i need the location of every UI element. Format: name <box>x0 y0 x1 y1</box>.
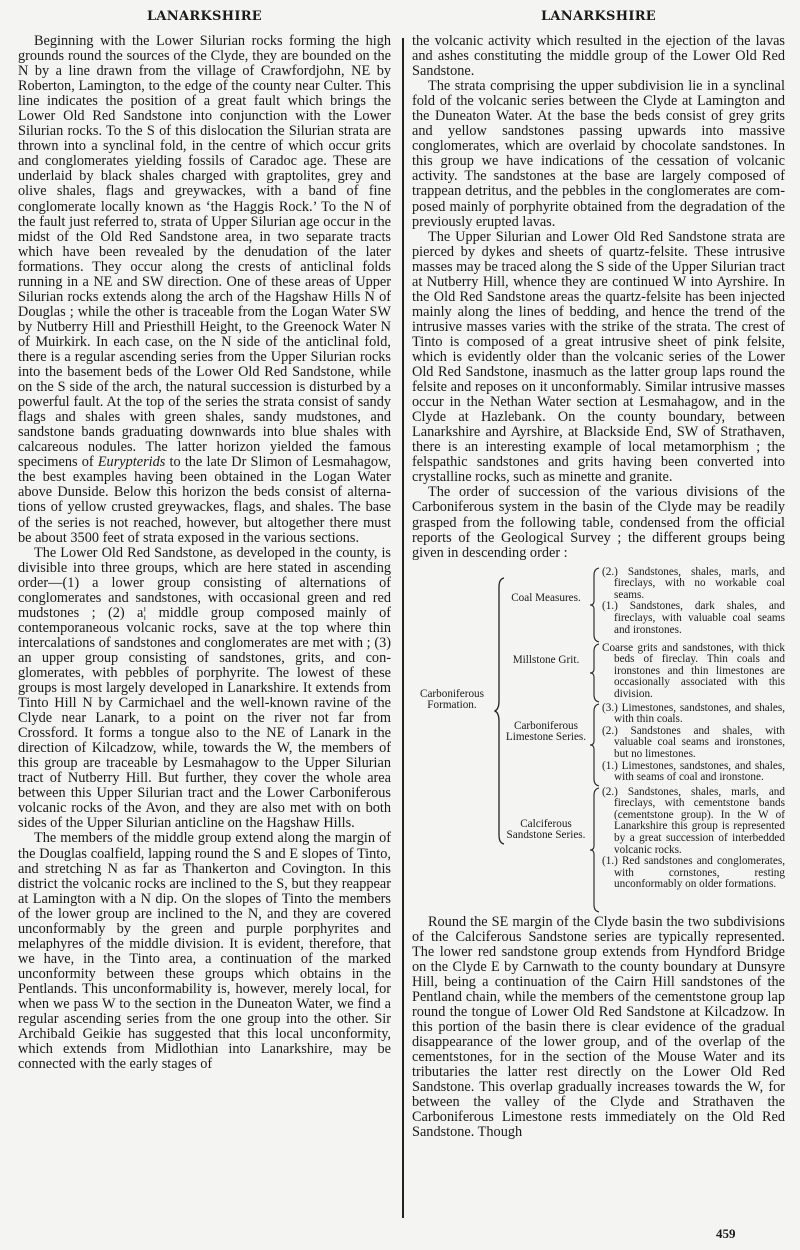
division-millstone-grit: Millstone Grit. <box>512 653 580 666</box>
paragraph: The order of succession of the various divisions of the Carboniferous system in the basin of the Clyde may be readily grasped from the following table, condensed from the official reports of the Geological Survey ; the different groups being given in descending order : <box>412 484 785 561</box>
table-item: (1.) Red sandstones and conglomerates, with cornstones, resting unconformably on older formations. <box>602 855 785 891</box>
paragraph: The Upper Silurian and Lower Old Red Sandstone strata are pierced by dykes and sheets of quartz-felsite. These intrusive masses may be traced along the S side of the Upper Silurian tract at Nutberry Hill, whence they are continued W into Ayrshire. In the Old Red Sandstone areas the quartz-felsite has been injected mainly along the lines of bedding, and hence the trend of the intrusive masses varies with the strike of the strata. The crest of Tinto is composed of a great intrusive sheet of pink felsite, which is evidently older than the volcanic series of the Lower Old Red Sandstone, inasmuch as the latter group laps round the felsite and reposes on it unconformably. Similar intrusive masses occur in the Nethan Water section at Lesmahagow, and in the Clyde at Hazlebank. On the county boundary, between Lanarkshire and Ayrshire, at Blackside End, SW of Strathaven, there is an interesting example of local metamorphism ; the felspathic sandstones and grits having been converted into crystalline rocks, such as minette and granite. <box>412 228 785 486</box>
table-item: (3.) Limestones, sandstones, and shales, with thin coals. <box>602 701 785 726</box>
paragraph: Round the SE margin of the Clyde basin the two subdivisions of the Calciferous Sandstone series are typically represented. The lower red sandstone group extends from Hyndford Bridge on the Clyde E by Carnwath to the county boundary at Dunsyre Hill, being a continuation of the Cairn Hill sandstones of the Pentland chain, while the members of the cementstone group lap round the tongue of Lower Old Red Sandstone at Kilcadzow. In this portion of the basin there is clear evidence of the gradual disappearance of the lower group, and of the overlap of the cementstones, for in the section of the Mouse Water and its tributaries the latter rest directly on the Lower Old Red Sandstone. This overlap gradually increases towards the W, for between the valley of the Clyde and Strathaven the Carboniferous Limestone rests immediately on the Old Red Sandstone. Though <box>412 913 785 1141</box>
column-divider <box>402 38 404 1218</box>
table-item: (1.) Sandstones, dark shales, and fireclays, with valuable coal seams and ironstones. <box>602 600 785 636</box>
brace-icon <box>588 787 600 913</box>
brace-icon <box>588 567 600 643</box>
table-item: Coarse grits and sandstones, with thick beds of fireclay. Thin coals and ironstones and thin limestones are occasionally associated with this division. <box>602 641 785 701</box>
paragraph-text: Beginning with the Lower Silurian rocks forming the high grounds round the sources of the Clyde, they are bounded on the N by a line drawn from the village of Crawfordjohn, NE by Roberton, Lamington, to the edge of the county near Culter. This line indicates the position of a great fault which brings the Lower Old Red Sandstone into conjunction with the Lower Silurian rocks. To the S of this dislocation the Silurian strata are thrown into a synclinal fold, in the centre of which occur grits and conglomerates yielding fossils of Caradoc age. These are underlaid by black shales charged with graptolites, grey and olive shales, flags and greywackes, with a band of fine conglomerate locally known as ‘the Haggis Rock.’ To the N of the fault just referred to, strata of Upper Silurian age occur in the midst of the Old Red Sandstone area, in two separate tracts which have been revealed by the denudation of the later formations. They occur along the crests of anticlinal folds running in a NE and SW direction. One of these areas of Upper Silurian rocks extends along the arch of the Hagshaw Hills N of Douglas ; while the other is traceable from the Logan Water SW by Nutberry Hill and Priesthill Height, to the Greenock Water N of Muirkirk. In each case, on the N side of the anticlinal fold, there is a regular ascending series from the Upper Silurian rocks into the basement beds of the Lower Old Red Sandstone, while on the S side of the arch, the natural succession is disturbed by a powerful fault. At the top of the series the strata consist of sandy flags and shales with green shales, sandy mudstones, and sandstone bands graduating downwards into blue shales with calcareous nodules. The latter horizon yielded the famous specimens of <box>18 33 391 471</box>
carboniferous-succession-table <box>412 563 785 891</box>
calciferous-sandstone-items <box>602 787 785 891</box>
paragraph <box>18 34 391 546</box>
table-item: (1.) Limestones, sandstones, and shales, with seams of coal and ironstone. <box>602 759 785 784</box>
millstone-grit-items <box>602 643 785 701</box>
paragraph: The Lower Old Red Sandstone, as developed in the county, is divisible into three groups, which are here stated in ascending order—(1) a lower group consisting of alternations of conglomerates and sandstones, with occasional green and red mudstones ; (2) a¦ middle group composed mainly of contemporaneous volcanic rocks, save at the top where thin intercalations of sandstones and conglomerates are met with ; (3) an upper group consisting of sandstones, grits, and conglomerates, with pebbles of porphyrite. The lowest of these groups is most largely developed in Lanarkshire. It extends from Tinto Hill N by Carmichael and the well-known ravine of the Clyde near Lanark, to a point on the river not far from Crossford. It forms a tongue also to the NE of Lanark in the direction of Kilcadzow, while, towards the W, the members of this group are traceable by Lesmahagow to the Upper Silurian tract of Nutberry Hill. But further, they cover the whole area between this Upper Silurian tract and the Lower Carboniferous volcanic rocks of the Avon, and they are also met with on both sides of the Upper Silurian anticline on the Hagshaw Hills. <box>18 544 391 832</box>
brace-icon <box>588 703 600 787</box>
italic-term: Eurypterids <box>97 454 166 471</box>
left-column-text <box>18 34 391 1072</box>
left-column <box>18 8 391 1072</box>
division-coal-measures: Coal Measures. <box>511 591 581 604</box>
right-column <box>412 8 785 1140</box>
paragraph-continued: the volcanic activity which resulted in the ejection of the lavas and ashes constituting the middle group of the Lower Old Red Sandstone. <box>412 33 785 80</box>
running-head-left: LANARKSHIRE <box>146 9 263 24</box>
table-item: (2.) Sandstones, shales, marls, and fireclays, with no workable coal seams. <box>602 565 785 601</box>
table-item: (2.) Sandstones, shales, marls, and fireclays, with cementstone bands (cementstone group). In the W of Lanarkshire this group is represented by a great succession of interbedded volcanic rocks. <box>602 785 785 856</box>
page-number: 459 <box>716 1226 736 1241</box>
carboniferous-limestone-items <box>602 703 785 784</box>
paragraph: The members of the middle group extend along the margin of the Douglas coalfield, lapping round the S and E slopes of Tinto, and stretching N as far as Thankerton and Covington. In this district the volcanic rocks are inclined to the S, but they reappear at Lamington with a N dip. On the slopes of Tinto the members of the lower group are inclined to the N, and they are covered unconformably by the green and purple porphyrites and melaphyres of the middle division. It is evident, therefore, that we have, in the Tinto area, a continuation of the marked unconformity between these groups which obtains in the Pentlands. This unconformability is, however, merely local, for when we pass W to the section in the Duneaton Water, we find a regular ascending series from the one group into the other. Sir Archibald Geikie has suggested that this local unconformity, which extends from Midlothian into Lanarkshire, may be connected with the early stages of <box>18 830 391 1073</box>
division-calciferous-sandstone: Calciferous Sandstone Series. <box>506 817 586 842</box>
paragraph-text: to the late Dr Slimon of Lesmahagow, the best examples having been obtained in the Logan Water above Dunside. Below this horizon the beds consist of alternations of yellow crusted greywackes, flags, and shales. The base of the series is not reached, however, but altogether there must be about 3500 feet of strata exposed in the various sections. <box>18 454 391 546</box>
right-column-text <box>412 34 785 1140</box>
brace-icon <box>588 643 600 703</box>
running-head-right: LANARKSHIRE <box>540 9 657 24</box>
formation-label: Carboniferous Formation. <box>419 687 484 712</box>
table-item: (2.) Sandstones and shales, with valuable coal seams and ironstones, but no limestones. <box>602 724 785 761</box>
paragraph: The strata comprising the upper subdivision lie in a synclinal fold of the volcanic series between the Clyde at Lamington and the Duneaton Water. At the base the beds consist of grey grits and yellow sandstones passing upwards into massive conglomerates, which are overlaid by chocolate sandstones. In this group we have indications of the cessation of volcanic activity. The sandstones at the base are largely composed of trappean detritus, and the pebbles in the conglomerates are composed mainly of porphyrite obtained from the degradation of the previously erupted lavas. <box>412 78 785 230</box>
division-carboniferous-limestone: Carboniferous Limestone Series. <box>505 719 587 744</box>
formation-brace-icon <box>494 577 506 845</box>
coal-measures-items <box>602 567 785 637</box>
